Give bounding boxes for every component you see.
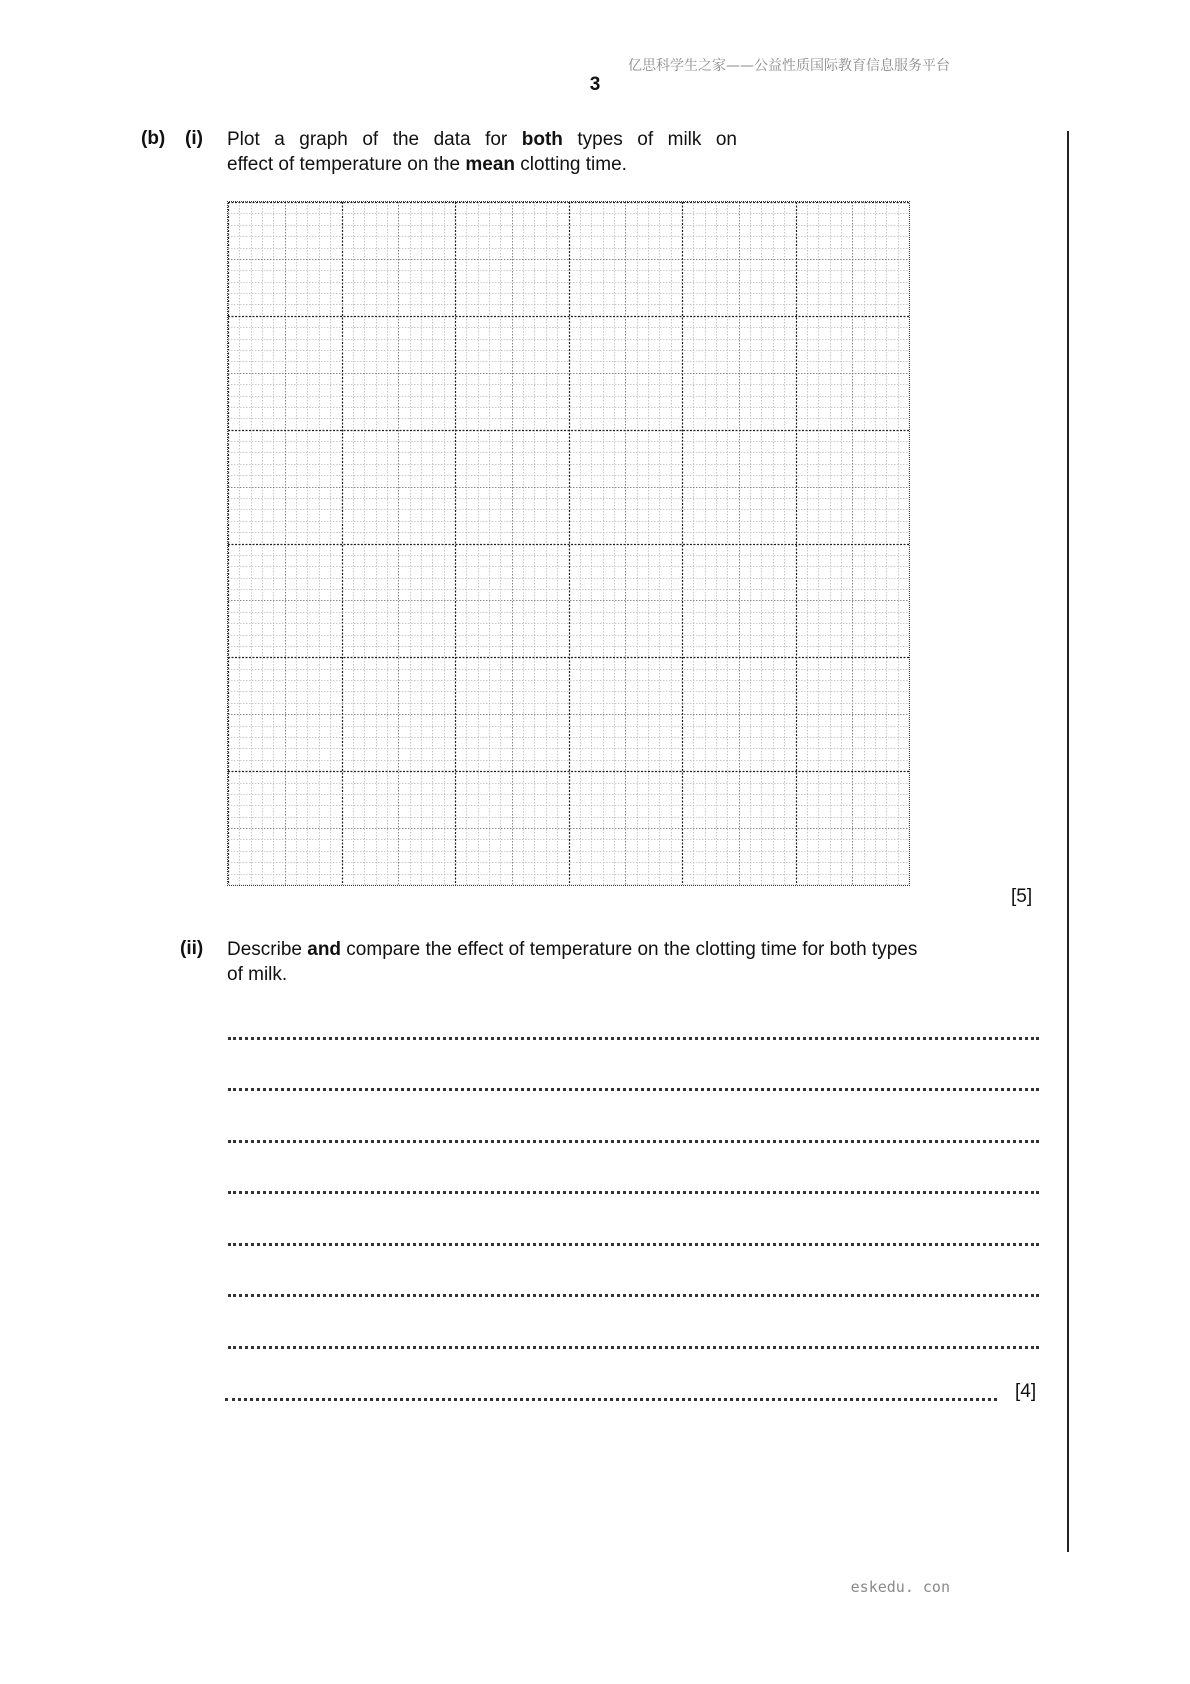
answer-line[interactable]: [228, 1037, 1039, 1040]
graph-grid: [228, 202, 909, 885]
answer-line[interactable]: [228, 1294, 1039, 1297]
subpart-ii-label: (ii): [180, 938, 204, 959]
footer-watermark: eskedu. con: [850, 1578, 950, 1596]
subpart-i-label: (i): [185, 128, 203, 149]
answer-line[interactable]: [228, 1140, 1039, 1143]
question-i-line1: Plot a graph of the data for both types of milk on: [227, 129, 738, 150]
marks-ii: [4]: [1015, 1381, 1037, 1402]
answer-line[interactable]: [228, 1088, 1039, 1091]
marks-i: [5]: [1011, 886, 1033, 907]
answer-line[interactable]: [228, 1191, 1039, 1194]
question-ii-line2: of milk.: [227, 964, 288, 985]
part-label: (b): [141, 128, 166, 149]
graph-paper[interactable]: [227, 201, 910, 886]
page-number: 3: [589, 74, 601, 95]
margin-rule: [1067, 131, 1069, 1552]
answer-line[interactable]: [225, 1398, 997, 1401]
question-ii-line1: Describe and compare the effect of temperature on the clotting time for both types: [227, 939, 918, 960]
question-i-line2: effect of temperature on the mean clotting time.: [227, 154, 627, 175]
header-watermark: 亿思科学生之家——公益性质国际教育信息服务平台: [628, 58, 950, 74]
answer-line[interactable]: [228, 1243, 1039, 1246]
answer-line[interactable]: [228, 1346, 1039, 1349]
